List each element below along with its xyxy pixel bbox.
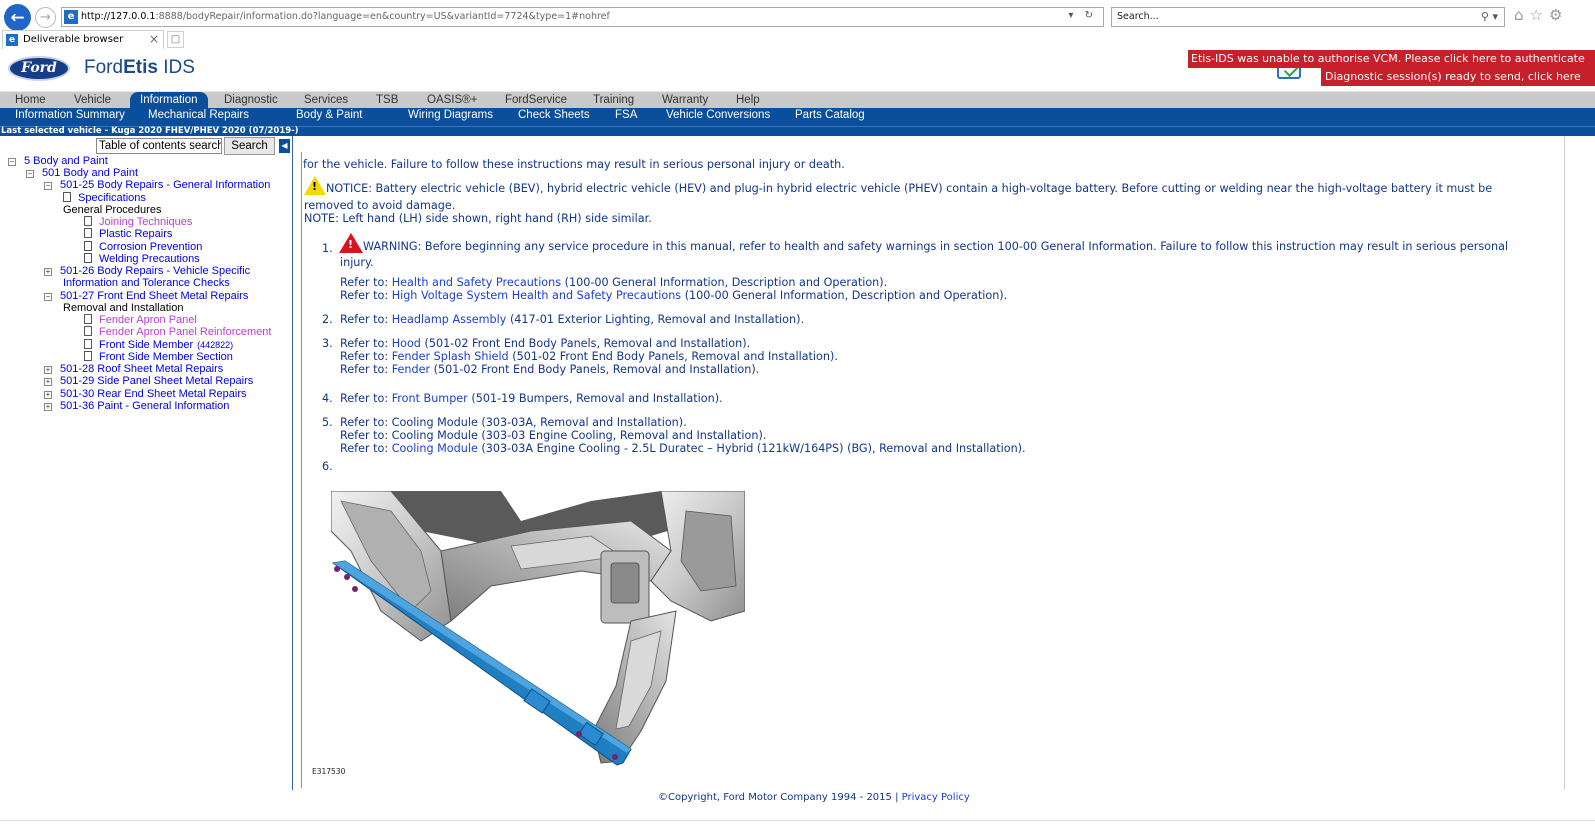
collapse-node-icon[interactable]: − [45, 292, 51, 301]
toc-search-button[interactable]: Search [224, 137, 275, 155]
toc-item-label[interactable]: Joining Techniques [99, 216, 193, 228]
expand-node-icon[interactable]: + [45, 267, 51, 276]
expand-node-icon[interactable]: + [45, 377, 51, 386]
footer [0, 790, 1595, 838]
step-number: 2. [322, 313, 333, 326]
link-front-bumper[interactable]: Front Bumper [391, 392, 468, 405]
content-left-rule [301, 152, 302, 788]
document-icon [84, 253, 92, 263]
search-icon[interactable]: ⚲ ▾ [1480, 10, 1498, 23]
document-icon [84, 326, 92, 336]
toc-item[interactable] [84, 326, 271, 338]
note-line: NOTE: Left hand (LH) side shown, right hand (RH) side similar. [304, 212, 652, 225]
nav-oasis[interactable]: OASIS®+ [427, 94, 478, 106]
document-icon [84, 339, 92, 349]
browser-chrome [0, 0, 1595, 49]
link-cooling-module[interactable]: Cooling Module [391, 442, 478, 455]
document-icon [84, 216, 92, 226]
vcm-auth-alert[interactable]: Etis-IDS was unable to authorise VCM. Please click here to authenticate [1188, 50, 1595, 68]
last-selected-vehicle: Last selected vehicle - Kuga 2020 FHEV/PHEV 2020 (07/2019-) [1, 126, 299, 136]
app-header [0, 49, 1595, 91]
toc-item[interactable] [84, 241, 202, 253]
refer-line: Refer to: Cooling Module (303-03A, Removal and Installation). [340, 416, 687, 429]
figure-id: E317530 [312, 767, 346, 776]
toc-item-label[interactable]: Fender Apron Panel Reinforcement [99, 326, 272, 338]
collapse-node-icon[interactable]: − [45, 181, 51, 190]
nav-home[interactable]: Home [15, 94, 46, 106]
toc-item-label[interactable]: 501-28 Roof Sheet Metal Repairs [60, 363, 224, 375]
caution-triangle-icon [304, 176, 326, 195]
refer-line: Refer to: Cooling Module (303-03A Engine Cooling - 2.5L Duratec – Hybrid (121kW/164PS) (BG), Removal and Installation). [340, 442, 1026, 455]
warning-triangle-icon [339, 233, 363, 253]
toc-item[interactable] [84, 216, 192, 228]
toc-item-label[interactable]: 501-27 Front End Sheet Metal Repairs [60, 290, 249, 302]
nav-diagnostic[interactable]: Diagnostic [224, 94, 278, 106]
toc-item-label[interactable]: 501-26 Body Repairs - Vehicle Specific [60, 265, 251, 277]
step-number: 1. [322, 242, 333, 255]
toc-item[interactable] [84, 351, 233, 363]
refer-line: Refer to: Health and Safety Precautions (100-00 General Information, Description and Operation). [340, 276, 888, 289]
new-tab-button[interactable]: □ [167, 31, 184, 48]
browser-tab[interactable]: e Deliverable browser × [2, 30, 164, 49]
notice-line2: removed to avoid damage. [304, 199, 456, 212]
toc-item[interactable] [63, 204, 161, 216]
toc-item[interactable] [44, 400, 229, 412]
expand-node-icon[interactable]: + [45, 390, 51, 399]
nav-information[interactable]: Information [130, 92, 208, 109]
link-fender[interactable]: Fender [391, 363, 431, 376]
refer-line: Refer to: High Voltage System Health and Safety Precautions (100-00 General Information, Description and Operation). [340, 289, 1008, 302]
toc-item-label[interactable]: 501-25 Body Repairs - General Information [60, 179, 271, 191]
home-icon[interactable]: ⌂ [1514, 6, 1530, 24]
toc-item-label[interactable]: Front Side Member [99, 339, 194, 351]
toc-item-label: General Procedures [63, 204, 162, 216]
toc-item[interactable] [44, 179, 270, 191]
toc-item-label[interactable]: 501 Body and Paint [42, 167, 139, 179]
subnav-body-paint[interactable]: Body & Paint [296, 109, 363, 121]
link-hood[interactable]: Hood [391, 337, 421, 350]
intro-warning-tail: for the vehicle. Failure to follow these instructions may result in serious personal injury or death. [303, 158, 845, 171]
nav-vehicle[interactable]: Vehicle [74, 94, 112, 106]
refresh-icon[interactable]: ▾ ↻ [1068, 10, 1097, 21]
app-title: FordEtis IDS [84, 57, 195, 78]
refer-line: Refer to: Fender (501-02 Front End Body Panels, Removal and Installation). [340, 363, 760, 376]
warning-block: ! WARNING: Before beginning any service procedure in this manual, refer to health and safety warnings in section 100-00 General Information. Failure to follow this instruction may result in serious personal [339, 233, 1508, 253]
step-number: 6. [322, 460, 333, 473]
toc-item-label: Removal and Installation [63, 302, 184, 314]
browser-search-input[interactable]: Search... ⚲ ▾ [1111, 7, 1505, 27]
toc-item[interactable] [63, 302, 183, 314]
toc-item[interactable] [26, 167, 138, 179]
refer-line: Refer to: Cooling Module (303-03 Engine Cooling, Removal and Installation). [340, 429, 767, 442]
warning-line2: injury. [340, 256, 374, 269]
close-icon[interactable]: × [148, 32, 159, 46]
ford-logo: Ford [8, 56, 70, 81]
expand-node-icon[interactable]: + [45, 365, 51, 374]
procedure-illustration [331, 491, 745, 769]
refer-line: Refer to: Hood (501-02 Front End Body Panels, Removal and Installation). [340, 337, 751, 350]
sub-nav [0, 108, 1595, 126]
collapse-pane-icon[interactable]: ◀ [279, 139, 290, 153]
nav-fordservice[interactable]: FordService [505, 94, 567, 106]
toc-item[interactable] [84, 253, 200, 265]
toc-item-label[interactable]: Plastic Repairs [99, 228, 173, 240]
toc-item-suffix: (442822) [197, 340, 234, 350]
toc-item[interactable] [44, 363, 223, 375]
toc-item[interactable] [84, 228, 172, 240]
document-icon [84, 314, 92, 324]
collapse-node-icon[interactable]: − [27, 169, 33, 178]
main-nav [0, 91, 1595, 108]
subnav-mechanical-repairs[interactable]: Mechanical Repairs [148, 109, 249, 121]
content-pane [294, 136, 1564, 790]
ie-tab-icon: e [6, 34, 18, 46]
subnav-information-summary[interactable]: Information Summary [15, 109, 125, 121]
nav-services[interactable]: Services [304, 94, 349, 106]
toc-item[interactable] [63, 192, 146, 204]
refer-line: Refer to: Headlamp Assembly (417-01 Exterior Lighting, Removal and Installation). [340, 313, 805, 326]
browser-toolbar-icons[interactable] [1514, 6, 1568, 24]
favorites-star-icon[interactable]: ☆ [1529, 6, 1549, 24]
toc-item-label[interactable]: Welding Precautions [99, 253, 200, 265]
nav-tsb[interactable]: TSB [376, 94, 399, 106]
toc-item[interactable] [44, 290, 248, 302]
step-number: 4. [322, 392, 333, 405]
refer-line: Refer to: Fender Splash Shield (501-02 Front End Body Panels, Removal and Installation). [340, 350, 838, 363]
toc-item-label[interactable]: 501-36 Paint - General Information [60, 400, 230, 412]
subnav-wiring-diagrams[interactable]: Wiring Diagrams [408, 109, 493, 121]
link-health-safety[interactable]: Health and Safety Precautions [391, 276, 562, 289]
vehicle-bar [0, 126, 1595, 136]
diagnostic-session-alert[interactable]: Diagnostic session(s) ready to send, click here [1321, 68, 1595, 86]
toc-item-label[interactable]: Information and Tolerance Checks [63, 277, 230, 289]
address-url[interactable]: http://127.0.0.1:8888/bodyRepair/information.do?language=en&country=US&variantId=7724&type=1#nohref [81, 11, 610, 22]
toc-pane [0, 136, 292, 790]
document-icon [63, 192, 71, 202]
forward-arrow-icon[interactable]: → [35, 7, 56, 28]
link-hv-safety[interactable]: High Voltage System Health and Safety Precautions [391, 289, 682, 302]
step-number: 3. [322, 337, 333, 350]
nav-training[interactable]: Training [593, 94, 635, 106]
toc-item[interactable] [8, 155, 108, 167]
refer-line: Refer to: Front Bumper (501-19 Bumpers, Removal and Installation). [340, 392, 723, 405]
nav-warranty[interactable]: Warranty [662, 94, 709, 106]
address-bar[interactable] [61, 7, 1104, 27]
link-fender-splash[interactable]: Fender Splash Shield [391, 350, 509, 363]
toc-item-label[interactable]: 501-30 Rear End Sheet Metal Repairs [60, 388, 247, 400]
toc-item[interactable] [44, 375, 253, 387]
toc-item[interactable] [63, 277, 230, 289]
toc-search-input[interactable] [96, 138, 222, 154]
toc-item-label[interactable]: Specifications [78, 192, 146, 204]
content-scrollbar[interactable] [1564, 136, 1565, 790]
toc-item[interactable] [84, 314, 197, 326]
footer-divider [0, 820, 1595, 821]
back-arrow-icon[interactable]: ← [4, 4, 31, 31]
toc-item-label[interactable]: 5 Body and Paint [24, 155, 108, 167]
footer-copyright: ©Copyright, Ford Motor Company 1994 - 2015 | Privacy Policy [658, 792, 970, 803]
subnav-vehicle-conversions[interactable]: Vehicle Conversions [666, 109, 771, 121]
toc-item[interactable] [44, 388, 247, 400]
notice-block: !NOTICE: Battery electric vehicle (BEV), hybrid electric vehicle (HEV) and plug-in hybrid electric vehicle (PHEV) contain a high-voltage battery. Before cutting or welding near the high-voltage battery it must be [304, 176, 1492, 195]
gear-icon[interactable]: ⚙ [1548, 6, 1569, 24]
collapse-node-icon[interactable]: − [9, 157, 15, 166]
toc-item-label[interactable]: 501-29 Side Panel Sheet Metal Repairs [60, 375, 254, 387]
document-icon [84, 351, 92, 361]
expand-node-icon[interactable]: + [45, 402, 51, 411]
document-icon [84, 241, 92, 251]
link-headlamp[interactable]: Headlamp Assembly [391, 313, 507, 326]
subnav-fsa[interactable]: FSA [615, 109, 638, 121]
front-end-structure-drawing [331, 491, 745, 769]
subnav-check-sheets[interactable]: Check Sheets [518, 109, 590, 121]
toc-item-label[interactable]: Front Side Member Section [99, 351, 233, 363]
toc-item[interactable] [44, 265, 250, 277]
pane-divider[interactable] [292, 136, 293, 790]
toc-item[interactable] [84, 339, 233, 351]
nav-help[interactable]: Help [736, 94, 760, 106]
subnav-parts-catalog[interactable]: Parts Catalog [795, 109, 865, 121]
step-number: 5. [322, 416, 333, 429]
privacy-policy-link[interactable]: Privacy Policy [901, 792, 970, 803]
toc-item-label[interactable]: Corrosion Prevention [99, 241, 203, 253]
document-icon [84, 228, 92, 238]
ie-page-icon: e [64, 10, 78, 24]
toc-item-label[interactable]: Fender Apron Panel [99, 314, 197, 326]
